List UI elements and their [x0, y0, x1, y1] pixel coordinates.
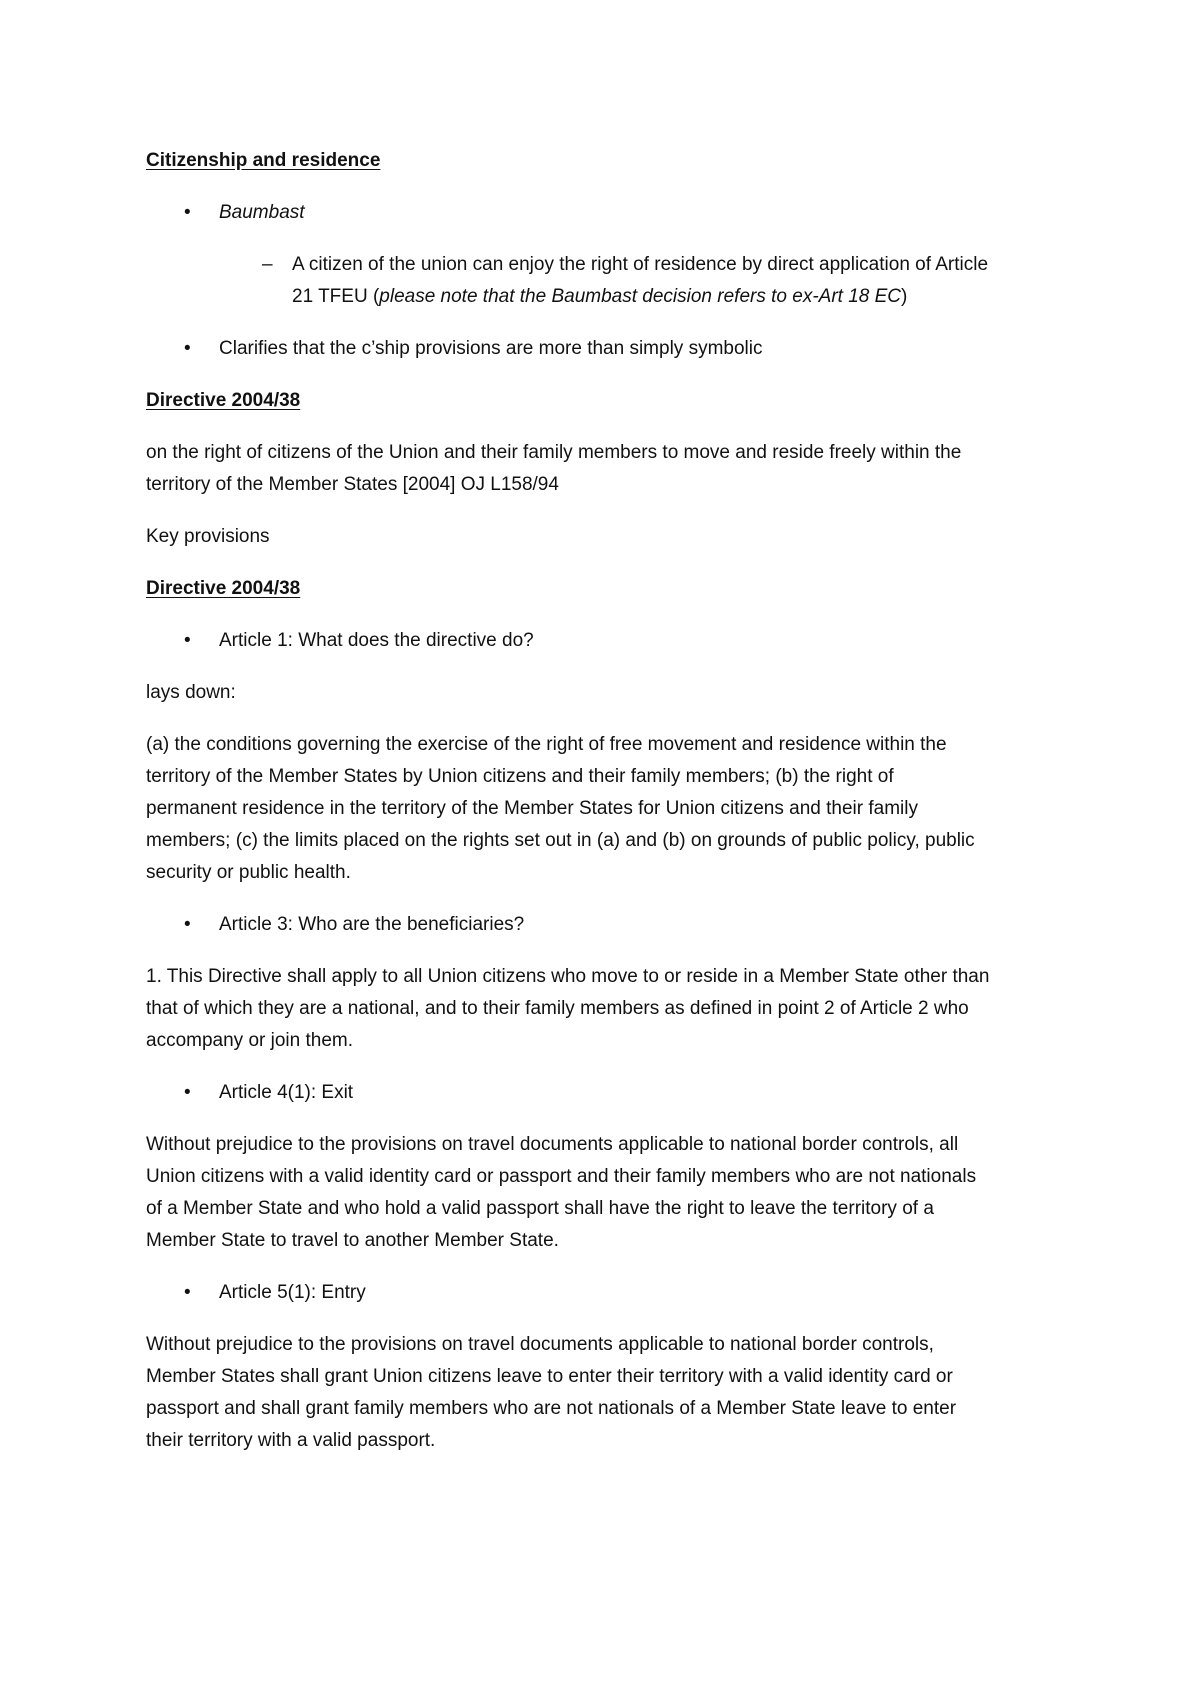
section-heading-directive-2: Directive 2004/38: [146, 578, 301, 599]
section-heading-citizenship: Citizenship and residence: [146, 150, 381, 171]
paragraph-line: 1. This Directive shall apply to all Union citizens who move to or reside in a Member State other than: [146, 966, 990, 987]
sub-item-line-1: A citizen of the union can enjoy the right of residence by direct application of Article: [292, 254, 989, 275]
section-heading-directive-1: Directive 2004/38: [146, 390, 301, 411]
paragraph-line: their territory with a valid passport.: [146, 1430, 436, 1451]
bullet-item-baumbast: Baumbast: [219, 202, 305, 223]
bullet-item-article-5: Article 5(1): Entry: [219, 1282, 366, 1303]
paragraph-line: passport and shall grant family members who are not nationals of a Member State leave to enter: [146, 1398, 957, 1419]
paragraph-line: territory of the Member States by Union citizens and their family members; (b) the right of: [146, 766, 894, 787]
bullet-icon: •: [184, 630, 191, 651]
lays-down-text: lays down:: [146, 682, 236, 703]
bullet-item-article-3: Article 3: Who are the beneficiaries?: [219, 914, 525, 935]
paragraph-line: members; (c) the limits placed on the rights set out in (a) and (b) on grounds of public policy, public: [146, 830, 975, 851]
paragraph-line: that of which they are a national, and to their family members as defined in point 2 of Article 2 who: [146, 998, 969, 1019]
paragraph-line: of a Member State and who hold a valid passport shall have the right to leave the territory of a: [146, 1198, 934, 1219]
bullet-item-article-4: Article 4(1): Exit: [219, 1082, 354, 1103]
bullet-item-clarifies: Clarifies that the c’ship provisions are more than simply symbolic: [219, 338, 763, 359]
bullet-icon: •: [184, 202, 191, 223]
paragraph-line: territory of the Member States [2004] OJ L158/94: [146, 474, 559, 495]
paragraph-line: Without prejudice to the provisions on travel documents applicable to national border controls,: [146, 1334, 934, 1355]
bullet-icon: •: [184, 1282, 191, 1303]
paragraph-line: Without prejudice to the provisions on travel documents applicable to national border controls, all: [146, 1134, 959, 1155]
bullet-icon: •: [184, 338, 191, 359]
key-provisions-text: Key provisions: [146, 526, 270, 547]
paragraph-line: on the right of citizens of the Union and their family members to move and reside freely within the: [146, 442, 962, 463]
paragraph-line: permanent residence in the territory of the Member States for Union citizens and their family: [146, 798, 918, 819]
sub-item-line-2: 21 TFEU (please note that the Baumbast decision refers to ex-Art 18 EC): [292, 286, 908, 307]
paragraph-line: security or public health.: [146, 862, 351, 883]
bullet-item-article-1: Article 1: What does the directive do?: [219, 630, 534, 651]
paragraph-line: Member States shall grant Union citizens leave to enter their territory with a valid identity card or: [146, 1366, 953, 1387]
dash-icon: –: [262, 254, 273, 275]
paragraph-line: Union citizens with a valid identity card or passport and their family members who are not nationals: [146, 1166, 977, 1187]
paragraph-line: (a) the conditions governing the exercise of the right of free movement and residence within the: [146, 734, 947, 755]
bullet-icon: •: [184, 914, 191, 935]
paragraph-line: accompany or join them.: [146, 1030, 353, 1051]
paragraph-line: Member State to travel to another Member State.: [146, 1230, 559, 1251]
bullet-icon: •: [184, 1082, 191, 1103]
